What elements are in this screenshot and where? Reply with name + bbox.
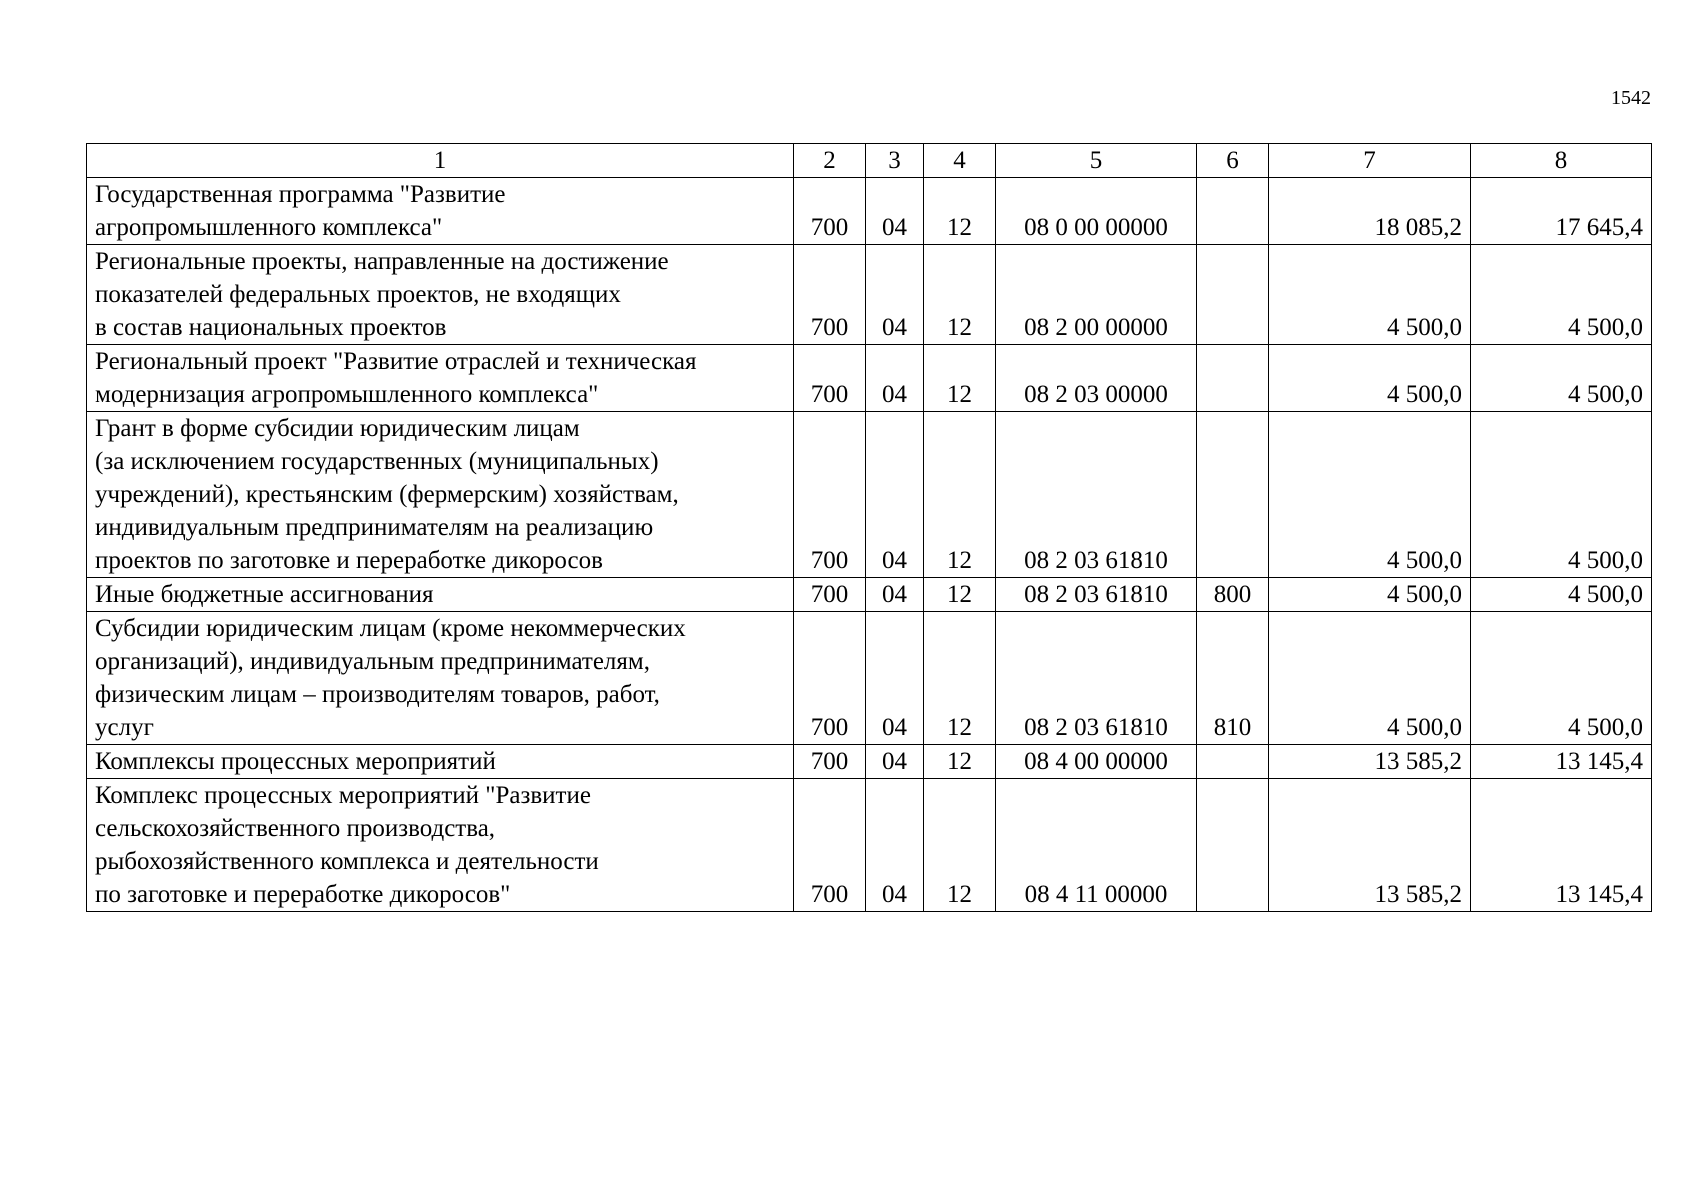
cell-target-article: 08 4 00 00000 bbox=[996, 745, 1197, 779]
row-name: Грант в форме субсидии юридическим лицам (за исключением государственных (муниципальных) учреждений), крестьянским (фермерским) хозяйствам, индивидуальным предпринимателям на реализацию проектов по заготовке и переработке дикоросов bbox=[87, 412, 794, 578]
cell-section-code: 04 bbox=[866, 245, 924, 345]
row-name: Комплексы процессных мероприятий bbox=[87, 745, 794, 779]
cell-amount-year-2: 17 645,4 bbox=[1471, 178, 1652, 245]
cell-subsection-code: 12 bbox=[924, 612, 996, 745]
cell-amount-year-1: 4 500,0 bbox=[1269, 345, 1471, 412]
cell-amount-year-1: 13 585,2 bbox=[1269, 779, 1471, 912]
cell-amount-year-1: 4 500,0 bbox=[1269, 578, 1471, 612]
cell-section-code: 04 bbox=[866, 612, 924, 745]
cell-amount-year-1: 4 500,0 bbox=[1269, 245, 1471, 345]
cell-expense-type bbox=[1197, 245, 1269, 345]
cell-amount-year-1: 4 500,0 bbox=[1269, 412, 1471, 578]
header-cell-3: 3 bbox=[866, 144, 924, 178]
table-row bbox=[87, 779, 1652, 912]
cell-section-code: 04 bbox=[866, 345, 924, 412]
header-cell-6: 6 bbox=[1197, 144, 1269, 178]
table-row bbox=[87, 412, 1652, 578]
cell-ministry-code: 700 bbox=[794, 178, 866, 245]
header-cell-5: 5 bbox=[996, 144, 1197, 178]
cell-amount-year-2: 4 500,0 bbox=[1471, 345, 1652, 412]
table-row bbox=[87, 345, 1652, 412]
row-name: Субсидии юридическим лицам (кроме некоммерческих организаций), индивидуальным предпринимателям, физическим лицам – производителям товаров, работ, услуг bbox=[87, 612, 794, 745]
cell-ministry-code: 700 bbox=[794, 745, 866, 779]
cell-amount-year-2: 4 500,0 bbox=[1471, 612, 1652, 745]
page-number: 1542 bbox=[1611, 87, 1651, 109]
cell-expense-type bbox=[1197, 345, 1269, 412]
cell-ministry-code: 700 bbox=[794, 412, 866, 578]
cell-expense-type bbox=[1197, 779, 1269, 912]
cell-subsection-code: 12 bbox=[924, 412, 996, 578]
table-row bbox=[87, 245, 1652, 345]
cell-subsection-code: 12 bbox=[924, 578, 996, 612]
cell-subsection-code: 12 bbox=[924, 779, 996, 912]
table-row bbox=[87, 612, 1652, 745]
table-row bbox=[87, 578, 1652, 612]
cell-ministry-code: 700 bbox=[794, 345, 866, 412]
cell-subsection-code: 12 bbox=[924, 245, 996, 345]
cell-ministry-code: 700 bbox=[794, 612, 866, 745]
cell-subsection-code: 12 bbox=[924, 745, 996, 779]
cell-target-article: 08 2 00 00000 bbox=[996, 245, 1197, 345]
budget-table bbox=[86, 143, 1652, 912]
cell-target-article: 08 2 03 00000 bbox=[996, 345, 1197, 412]
cell-expense-type bbox=[1197, 745, 1269, 779]
cell-ministry-code: 700 bbox=[794, 779, 866, 912]
cell-amount-year-1: 18 085,2 bbox=[1269, 178, 1471, 245]
cell-amount-year-2: 4 500,0 bbox=[1471, 245, 1652, 345]
cell-amount-year-1: 4 500,0 bbox=[1269, 612, 1471, 745]
cell-target-article: 08 2 03 61810 bbox=[996, 412, 1197, 578]
header-cell-4: 4 bbox=[924, 144, 996, 178]
header-cell-2: 2 bbox=[794, 144, 866, 178]
cell-expense-type bbox=[1197, 412, 1269, 578]
cell-ministry-code: 700 bbox=[794, 245, 866, 345]
table-row bbox=[87, 178, 1652, 245]
cell-target-article: 08 4 11 00000 bbox=[996, 779, 1197, 912]
header-cell-7: 7 bbox=[1269, 144, 1471, 178]
cell-section-code: 04 bbox=[866, 412, 924, 578]
cell-target-article: 08 2 03 61810 bbox=[996, 578, 1197, 612]
cell-subsection-code: 12 bbox=[924, 178, 996, 245]
row-name: Комплекс процессных мероприятий "Развитие сельскохозяйственного производства, рыбохозяйственного комплекса и деятельности по заготовке и переработке дикоросов" bbox=[87, 779, 794, 912]
row-name: Региональный проект "Развитие отраслей и техническая модернизация агропромышленного комплекса" bbox=[87, 345, 794, 412]
cell-amount-year-2: 4 500,0 bbox=[1471, 412, 1652, 578]
cell-section-code: 04 bbox=[866, 178, 924, 245]
cell-target-article: 08 0 00 00000 bbox=[996, 178, 1197, 245]
header-cell-8: 8 bbox=[1471, 144, 1652, 178]
cell-amount-year-1: 13 585,2 bbox=[1269, 745, 1471, 779]
header-cell-1: 1 bbox=[87, 144, 794, 178]
cell-subsection-code: 12 bbox=[924, 345, 996, 412]
header-row bbox=[87, 144, 1652, 178]
cell-amount-year-2: 13 145,4 bbox=[1471, 779, 1652, 912]
cell-section-code: 04 bbox=[866, 745, 924, 779]
table-row bbox=[87, 745, 1652, 779]
row-name: Иные бюджетные ассигнования bbox=[87, 578, 794, 612]
cell-section-code: 04 bbox=[866, 578, 924, 612]
cell-target-article: 08 2 03 61810 bbox=[996, 612, 1197, 745]
cell-ministry-code: 700 bbox=[794, 578, 866, 612]
row-name: Государственная программа "Развитие агропромышленного комплекса" bbox=[87, 178, 794, 245]
cell-amount-year-2: 4 500,0 bbox=[1471, 578, 1652, 612]
cell-expense-type: 810 bbox=[1197, 612, 1269, 745]
row-name: Региональные проекты, направленные на достижение показателей федеральных проектов, не входящих в состав национальных проектов bbox=[87, 245, 794, 345]
cell-section-code: 04 bbox=[866, 779, 924, 912]
cell-amount-year-2: 13 145,4 bbox=[1471, 745, 1652, 779]
cell-expense-type: 800 bbox=[1197, 578, 1269, 612]
cell-expense-type bbox=[1197, 178, 1269, 245]
